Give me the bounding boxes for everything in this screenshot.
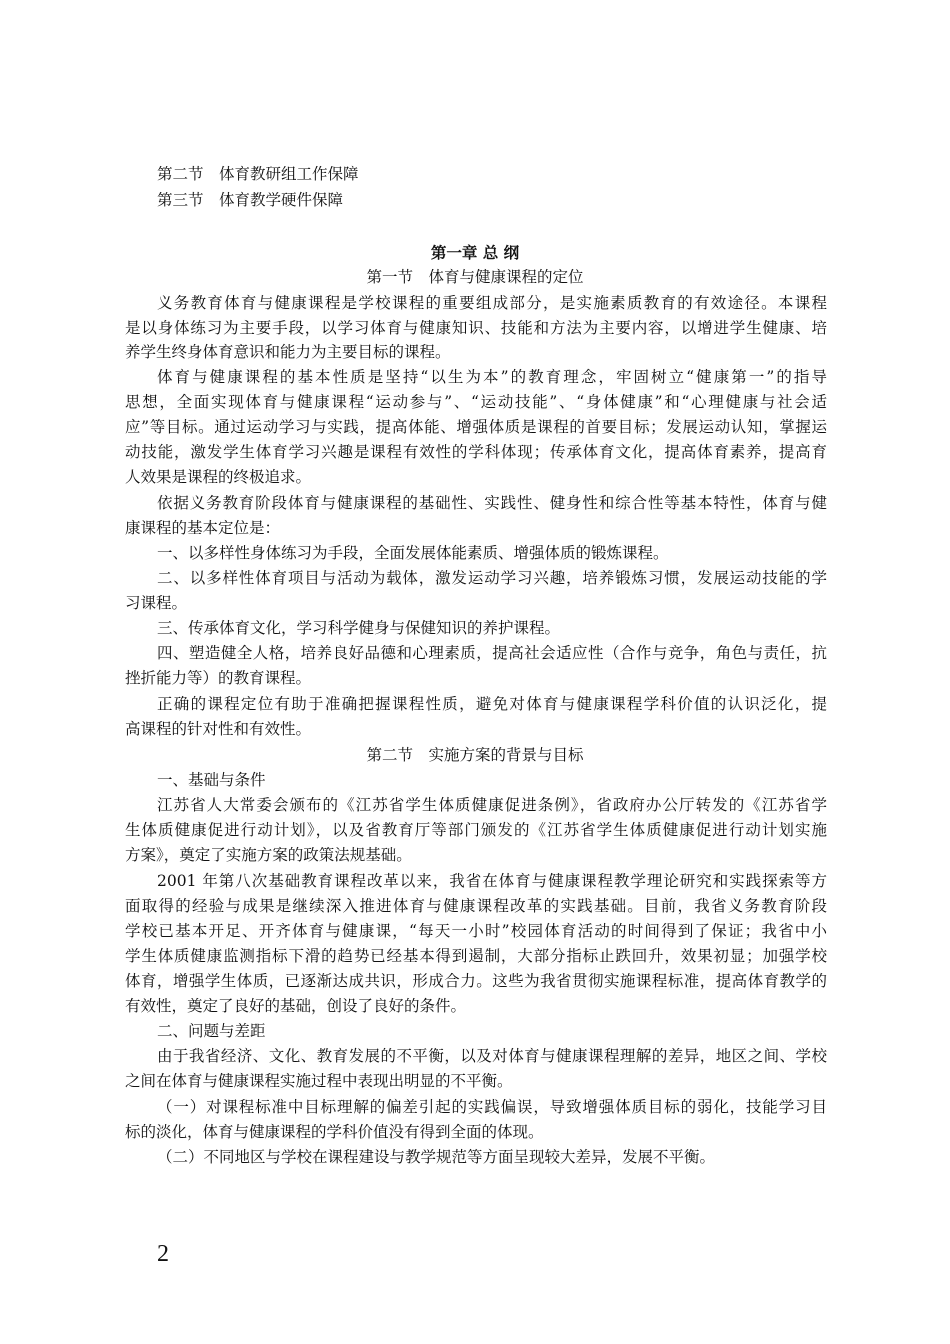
subsection-title: 一、基础与条件 xyxy=(157,771,266,789)
paragraph-line: 三、传承体育文化，学习科学健身与保健知识的养护课程。 xyxy=(157,619,561,637)
toc-entry: 第二节 体育教研组工作保障 xyxy=(157,165,359,183)
paragraph-line: 康课程的基本定位是： xyxy=(125,519,281,537)
paragraph-line: 应”等目标。通过运动学习与实践，提高体能、增强体质是课程的首要目标；发展运动认知，掌握运 xyxy=(125,418,827,436)
paragraph-line: 动技能，激发学生体育学习兴趣是课程有效性的学科体现；传承体育文化，提高体育素养，提高育 xyxy=(125,443,827,461)
paragraph-line: 面取得的经验与成果是继续深入推进体育与健康课程改革的实践基础。目前，我省义务教育阶段 xyxy=(125,897,827,915)
paragraph-line: 方案》，奠定了实施方案的政策法规基础。 xyxy=(125,846,412,864)
paragraph-line: 江苏省人大常委会颁布的《江苏省学生体质健康促进条例》，省政府办公厅转发的《江苏省学 xyxy=(157,796,827,814)
paragraph-line: 有效性，奠定了良好的基础，创设了良好的条件。 xyxy=(125,997,467,1015)
subsection-title: 二、问题与差距 xyxy=(157,1022,266,1040)
paragraph-line: 人效果是课程的终极追求。 xyxy=(125,468,312,486)
paragraph-line: 依据义务教育阶段体育与健康课程的基础性、实践性、健身性和综合性等基本特性，体育与健 xyxy=(157,494,827,512)
paragraph-line: 之间在体育与健康课程实施过程中表现出明显的不平衡。 xyxy=(125,1072,513,1090)
toc-entry: 第三节 体育教学硬件保障 xyxy=(157,191,344,209)
paragraph-line: （一）对课程标准中目标理解的偏差引起的实践偏误，导致增强体质目标的弱化，技能学习目 xyxy=(157,1098,827,1116)
paragraph-line: 养学生终身体育意识和能力为主要目标的课程。 xyxy=(125,343,451,361)
paragraph-line: 思想，全面实现体育与健康课程“运动参与”、“运动技能”、“身体健康”和“心理健康与社会适 xyxy=(125,393,827,411)
paragraph-line: 是以身体练习为主要手段，以学习体育与健康知识、技能和方法为主要内容，以增进学生健康、培 xyxy=(125,319,827,337)
paragraph-line: 体育，增强学生体质，已逐渐达成共识，形成合力。这些为我省贯彻实施课程标准，提高体育教学的 xyxy=(125,972,827,990)
paragraph-line: 挫折能力等）的教育课程。 xyxy=(125,669,312,687)
section-title: 第一节 体育与健康课程的定位 xyxy=(366,268,584,286)
paragraph-line: 二、以多样性体育项目与活动为载体，激发运动学习兴趣，培养锻炼习惯，发展运动技能的学 xyxy=(157,569,827,587)
paragraph-line: （二）不同地区与学校在课程建设与教学规范等方面呈现较大差异，发展不平衡。 xyxy=(157,1148,716,1166)
paragraph-line: 高课程的针对性和有效性。 xyxy=(125,720,312,738)
paragraph-line: 义务教育体育与健康课程是学校课程的重要组成部分，是实施素质教育的有效途径。本课程 xyxy=(157,294,827,312)
paragraph-line: 习课程。 xyxy=(125,594,188,612)
paragraph-line: 学校已基本开足、开齐体育与健康课，“每天一小时”校园体育活动的时间得到了保证；我省中小 xyxy=(125,922,827,940)
paragraph-line: 生体质健康促进行动计划》，以及省教育厅等部门颁发的《江苏省学生体质健康促进行动计划实施 xyxy=(125,821,827,839)
page-number: 2 xyxy=(157,1241,169,1267)
paragraph-line: 正确的课程定位有助于准确把握课程性质，避免对体育与健康课程学科价值的认识泛化，提 xyxy=(157,695,827,713)
paragraph-line: 学生体质健康监测指标下滑的趋势已经基本得到遏制，大部分指标止跌回升，效果初显；加强学校 xyxy=(125,947,827,965)
paragraph-line: 体育与健康课程的基本性质是坚持“以生为本”的教育理念，牢固树立“健康第一”的指导 xyxy=(157,368,827,386)
paragraph-line: 四、塑造健全人格，培养良好品德和心理素质，提高社会适应性（合作与竞争，角色与责任，抗 xyxy=(157,644,827,662)
paragraph-line: 由于我省经济、文化、教育发展的不平衡，以及对体育与健康课程理解的差异，地区之间、学校 xyxy=(157,1047,827,1065)
paragraph-line: 标的淡化，体育与健康课程的学科价值没有得到全面的体现。 xyxy=(125,1123,544,1141)
chapter-title: 第一章 总 纲 xyxy=(430,243,520,262)
section-title: 第二节 实施方案的背景与目标 xyxy=(366,746,584,764)
paragraph-line: 2001 年第八次基础教育课程改革以来，我省在体育与健康课程教学理论研究和实践探索等方 xyxy=(157,872,827,890)
paragraph-line: 一、以多样性身体练习为手段，全面发展体能素质、增强体质的锻炼课程。 xyxy=(157,544,669,562)
